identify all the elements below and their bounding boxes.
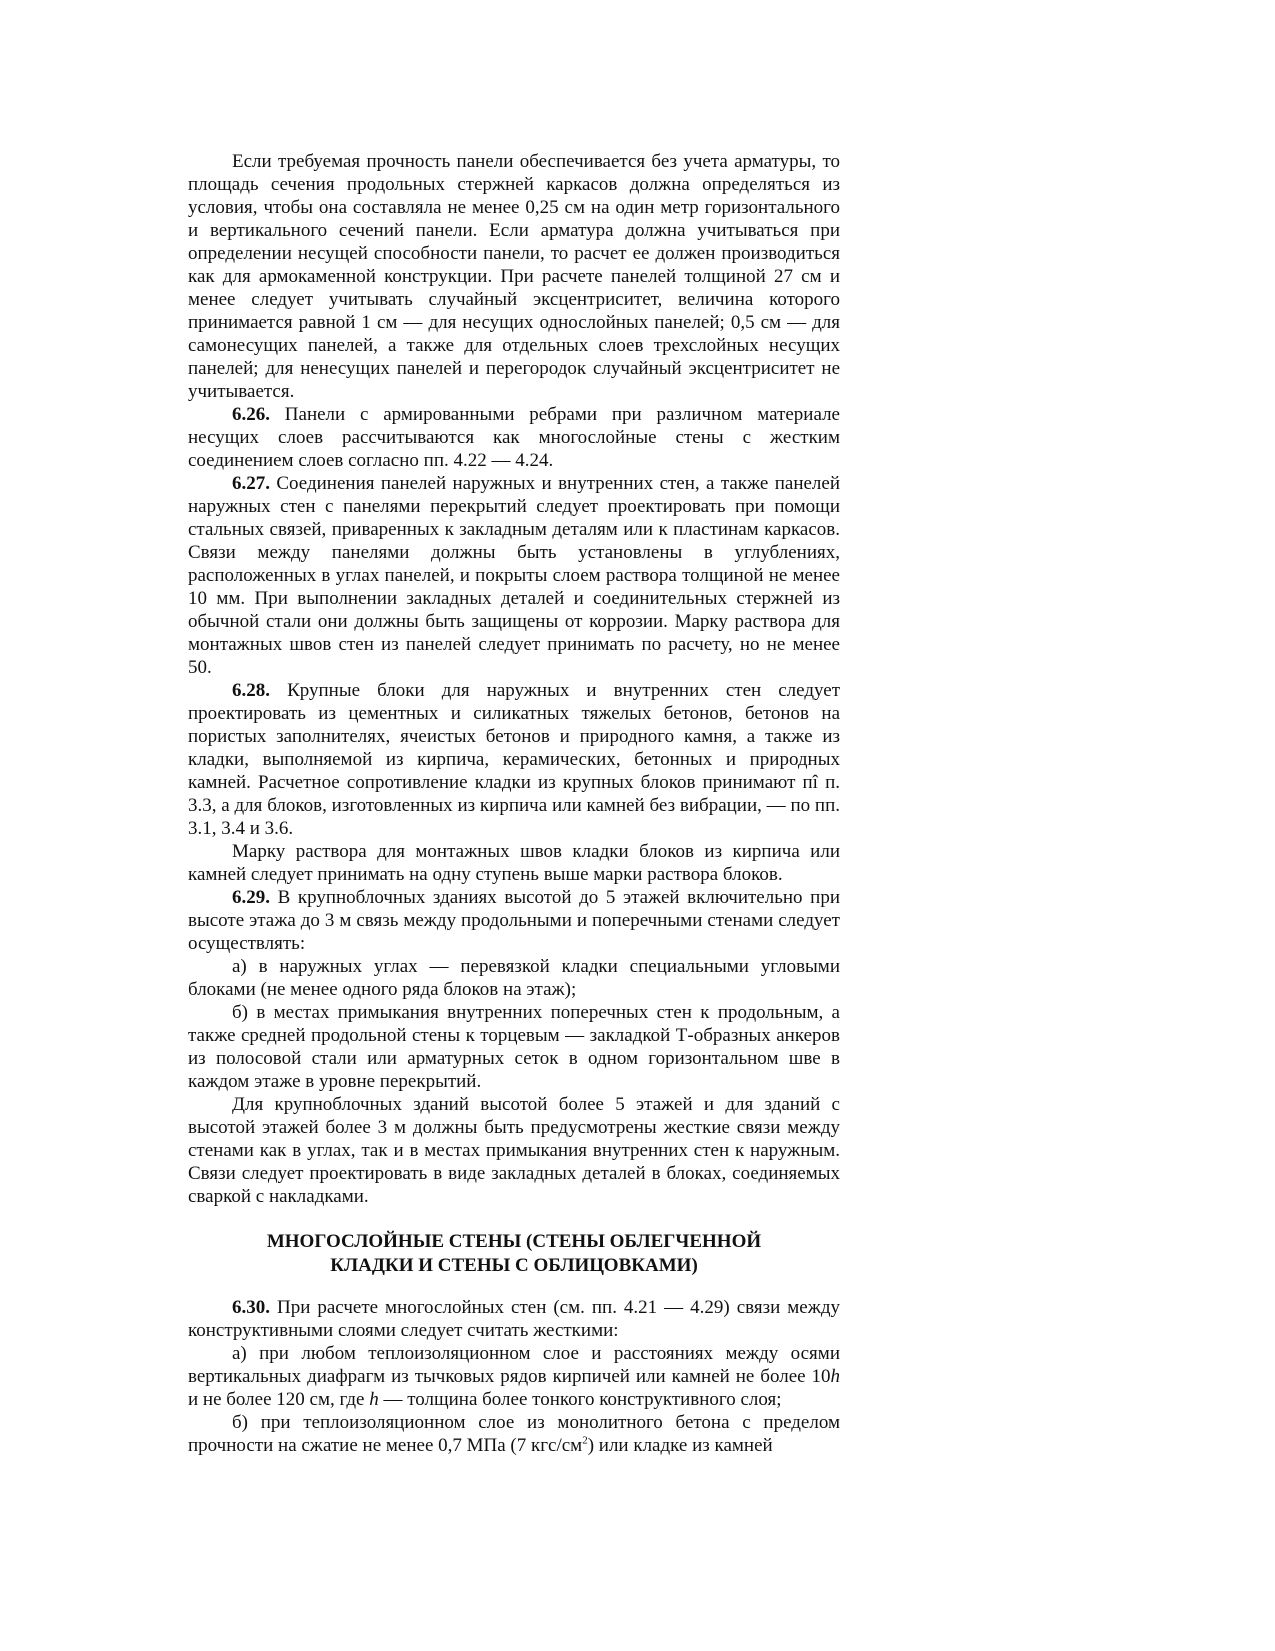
section-number: 6.26. [232, 404, 270, 425]
italic-h: h [369, 1389, 379, 1410]
list-item-b-concrete [188, 1411, 840, 1457]
paragraph-reinforcement: Если требуемая прочность панели обеспечивается без учета арматуры, то площадь сечения продольных стержней каркасов должна определяться из условия, чтобы она составляла не менее 0,25 см на один метр горизонтального и вертикального сечений панели. Если арматура должна учитываться при определении несущей способности панели, то расчет ее должен производиться как для армокаменной конструкции. При расчете панелей толщиной 27 см и менее следует учитывать случайный эксцентриситет, величина которого принимается равной 1 см — для несущих однослойных панелей; 0,5 см — для самонесущих панелей, а также для отдельных слоев трехслойных несущих панелей; для ненесущих панелей и перегородок случайный эксцентриситет не учитывается. [188, 151, 840, 402]
text-part: б) при теплоизоляционном слое из монолитного бетона с пределом прочности на сжатие не менее 0,7 МПа (7 кгс/см [188, 1412, 840, 1456]
section-6-27 [188, 472, 840, 679]
list-item-b-junctions: б) в местах примыкания внутренних поперечных стен к продольным, а также средней продольной стены к торцевым — закладкой Т-образных анкеров из полосовой стали или арматурных сеток в одном горизонтальном шве в каждом этаже в уровне перекрытий. [188, 1002, 840, 1092]
italic-h: h [830, 1366, 840, 1387]
section-text: Крупные блоки для наружных и внутренних стен следует проектировать из цементных и силикатных тяжелых бетонов, бетонов на пористых заполнителях, ячеистых бетонов и природного камня, а также из кладки, выполняемой из кирпича, керамических, бетонных и природных камней. Расчетное сопротивление кладки из крупных блоков принимают пî п. 3.3, а для блоков, изготовленных из кирпича или камней без вибрации, — по пп. 3.1, 3.4 и 3.6. [188, 680, 840, 839]
section-number: 6.27. [232, 473, 270, 494]
section-6-26 [188, 403, 840, 472]
paragraph-mortar: Марку раствора для монтажных швов кладки блоков из кирпича или камней следует принимать на одну ступень выше марки раствора блоков. [188, 841, 840, 885]
list-item-a-corners: а) в наружных углах — перевязкой кладки специальными угловыми блоками (не менее одного ряда блоков на этаж); [188, 956, 840, 1000]
heading-line-1: МНОГОСЛОЙНЫЕ СТЕНЫ (СТЕНЫ ОБЛЕГЧЕННОЙ [266, 1231, 762, 1252]
section-6-29 [188, 886, 840, 955]
text-part: — толщина более тонкого конструктивного слоя; [378, 1389, 782, 1410]
section-number: 6.30. [232, 1297, 270, 1318]
section-text: Панели с армированными ребрами при различном материале несущих слоев рассчитываются как многослойные стены с жестким соединением слоев согласно пп. 4.22 — 4.24. [188, 404, 840, 471]
superscript: 2 [582, 1434, 588, 1447]
heading-line-2: КЛАДКИ И СТЕНЫ С ОБЛИЦОВКАМИ) [330, 1255, 698, 1276]
section-text: При расчете многослойных стен (см. пп. 4.21 — 4.29) связи между конструктивными слоями следует считать жесткими: [188, 1297, 840, 1341]
text-part: а) при любом теплоизоляционном слое и расстояниях между осями вертикальных диафрагм из тычковых рядов кирпичей или камней не более 10 [188, 1343, 840, 1387]
section-heading [188, 1230, 840, 1278]
text-part: ) или кладке из камней [587, 1435, 773, 1456]
section-text: Соединения панелей наружных и внутренних стен, а также панелей наружных стен с панелями перекрытий следует проектировать при помощи стальных связей, приваренных к закладным деталям или к пластинам каркасов. Связи между панелями должны быть установлены в углублениях, расположенных в углах панелей, и покрыты слоем раствора толщиной не менее 10 мм. При выполнении закладных деталей и соединительных стержней из обычной стали они должны быть защищены от коррозии. Марку раствора для монтажных швов стен из панелей следует принимать по расчету, но не менее 50. [188, 473, 840, 678]
section-number: 6.28. [232, 680, 270, 701]
text-part: и не более 120 см, где [188, 1389, 370, 1410]
list-item-a-diaphragms [188, 1342, 840, 1411]
section-6-30 [188, 1296, 840, 1342]
document-page [188, 150, 840, 1457]
section-6-28 [188, 679, 840, 840]
section-text: В крупноблочных зданиях высотой до 5 этажей включительно при высоте этажа до 3 м связь между продольными и поперечными стенами следует осуществлять: [188, 887, 840, 954]
paragraph-high-buildings: Для крупноблочных зданий высотой более 5 этажей и для зданий с высотой этажей более 3 м должны быть предусмотрены жесткие связи между стенами как в углах, так и в местах примыкания внутренних стен к наружным. Связи следует проектировать в виде закладных деталей в блоках, соединяемых сваркой с накладками. [188, 1094, 840, 1207]
section-number: 6.29. [232, 887, 270, 908]
